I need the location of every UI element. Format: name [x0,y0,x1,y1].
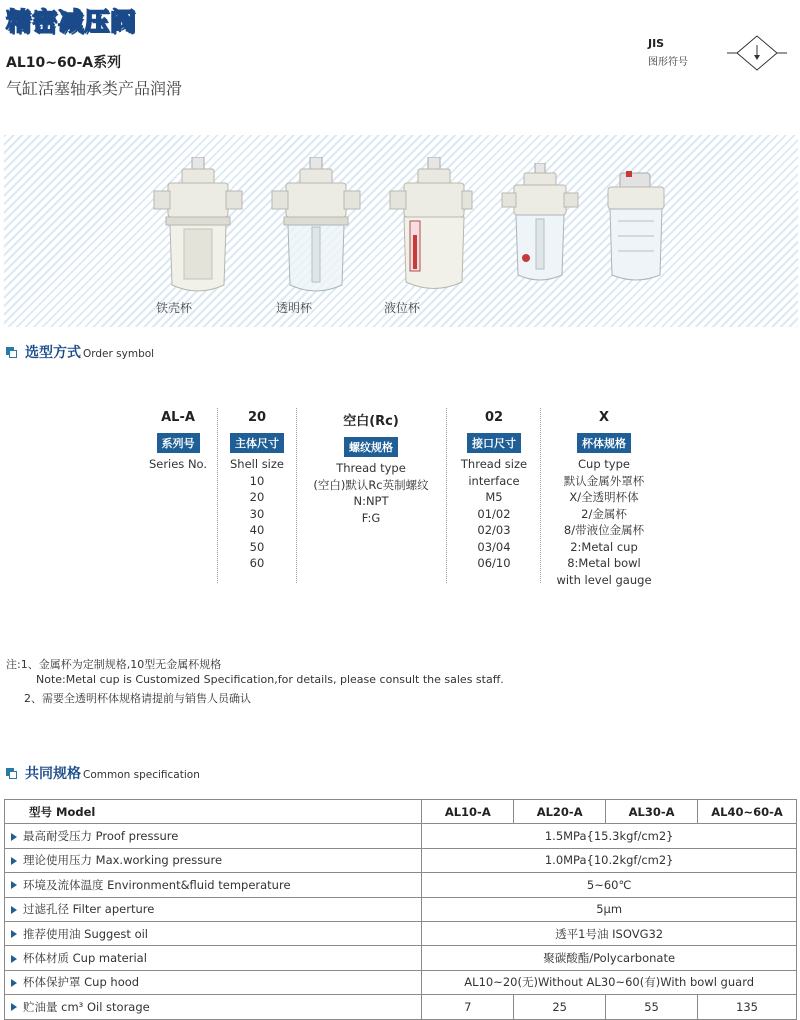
badge-thread-type: 螺纹规格 [344,437,398,457]
common-spec-heading: 共同规格 Common specification [6,763,200,783]
bullet-arrow-icon [11,955,17,963]
product-photo-band [4,135,798,327]
table-row: 过滤孔径 Filter aperture 5μm [5,897,797,921]
product-label-level-gauge: 液位杯 [384,301,421,315]
table-row: 贮油量 cm³ Oil storage 7 25 55 135 [5,995,797,1019]
note-1-english: Note:Metal cup is Customized Specification,for details, please consult the sales staff. [36,673,504,686]
badge-series: 系列号 [157,433,200,453]
table-row: 杯体材质 Cup material 聚碳酸酯/Polycarbonate [5,946,797,970]
cup-type-lines: Cup type 默认金属外罩杯 X/全透明杯体 2/金属杯 8/带液位金属杯 2:Metal cup 8:Metal bowl with level gauge [556,457,652,587]
bullet-arrow-icon [11,1003,17,1011]
bullet-arrow-icon [11,857,17,865]
series-lines: Series No. [148,457,208,471]
section-square-icon [6,347,17,358]
common-spec-table [4,799,797,1020]
column-divider [446,408,447,583]
model-header-cell: AL40~60-A [698,800,797,824]
bullet-arrow-icon [11,930,17,938]
note-2: 2、需要全透明杯体规格请提前与销售人员确认 [24,692,251,705]
badge-interface: 接口尺寸 [467,433,521,453]
product-label-transparent-bowl: 透明杯 [276,301,313,315]
model-header-cell: AL30-A [606,800,698,824]
lubricator-image-5 [598,171,678,291]
column-divider [296,408,297,583]
product-label-metal-bowl: 铁壳杯 [156,301,193,315]
model-header: 型号 Model [5,800,422,824]
note-1: 注:1、金属杯为定制规格,10型无金属杯规格 [6,658,222,671]
table-row: 最高耐受压力 Proof pressure 1.5MPa{15.3kgf/cm2} [5,824,797,848]
column-divider [540,408,541,583]
order-column-interface: 02 接口尺寸 Thread size interface M5 01/02 02/03 03/04 06/10 [452,410,536,572]
model-header-cell: AL10-A [422,800,514,824]
table-row: 杯体保护罩 Cup hood AL10~20(无)Without AL30~60(有)With bowl guard [5,970,797,994]
interface-lines: Thread size interface M5 01/02 02/03 03/04 06/10 [460,457,528,570]
jis-lubricator-symbol-icon [727,33,787,73]
jis-label: JIS [648,37,665,50]
shell-size-lines: Shell size 10 20 30 40 50 60 [229,457,284,570]
page-subtitle: 气缸活塞轴承类产品润滑 [6,79,183,98]
metal-bowl-lubricator-image [148,157,248,302]
level-gauge-lubricator-image [374,157,474,302]
model-header-cell: AL20-A [514,800,606,824]
bullet-arrow-icon [11,906,17,914]
badge-cup-type: 杯体规格 [577,433,631,453]
order-column-series: AL-A 系列号 Series No. [140,410,216,473]
table-row: 推荐使用油 Suggest oil 透平1号油 ISOVG32 [5,921,797,945]
order-column-shell-size: 20 主体尺寸 Shell size 10 20 30 40 50 60 [222,410,292,572]
column-divider [217,408,218,583]
transparent-bowl-lubricator-image [266,157,366,302]
section-square-icon [6,768,17,779]
order-column-cup-type: X 杯体规格 Cup type 默认金属外罩杯 X/全透明杯体 2/金属杯 8/带液位金属杯 2:Metal cup 8:Metal bowl with level gauge [544,410,664,588]
bullet-arrow-icon [11,881,17,889]
order-column-thread-type: 空白(Rc) 螺纹规格 Thread type (空白)默认Rc英制螺纹 N:NPT F:G [300,410,442,526]
thread-type-lines: Thread type (空白)默认Rc英制螺纹 N:NPT F:G [313,461,429,525]
series-name: AL10~60-A系列 [6,55,122,71]
bullet-arrow-icon [11,979,17,987]
bullet-arrow-icon [11,833,17,841]
jis-symbol-caption: 图形符号 [648,57,688,68]
table-row: 环境及流体温度 Environment&fluid temperature 5~60℃ [5,873,797,897]
table-header-row [5,800,797,824]
page-title: 精密减压阀 [6,7,137,36]
order-symbol-heading: 选型方式 Order symbol [6,342,154,362]
lubricator-image-4 [496,163,586,293]
table-row: 理论使用压力 Max.working pressure 1.0MPa{10.2kgf/cm2} [5,848,797,872]
badge-shell-size: 主体尺寸 [230,433,284,453]
